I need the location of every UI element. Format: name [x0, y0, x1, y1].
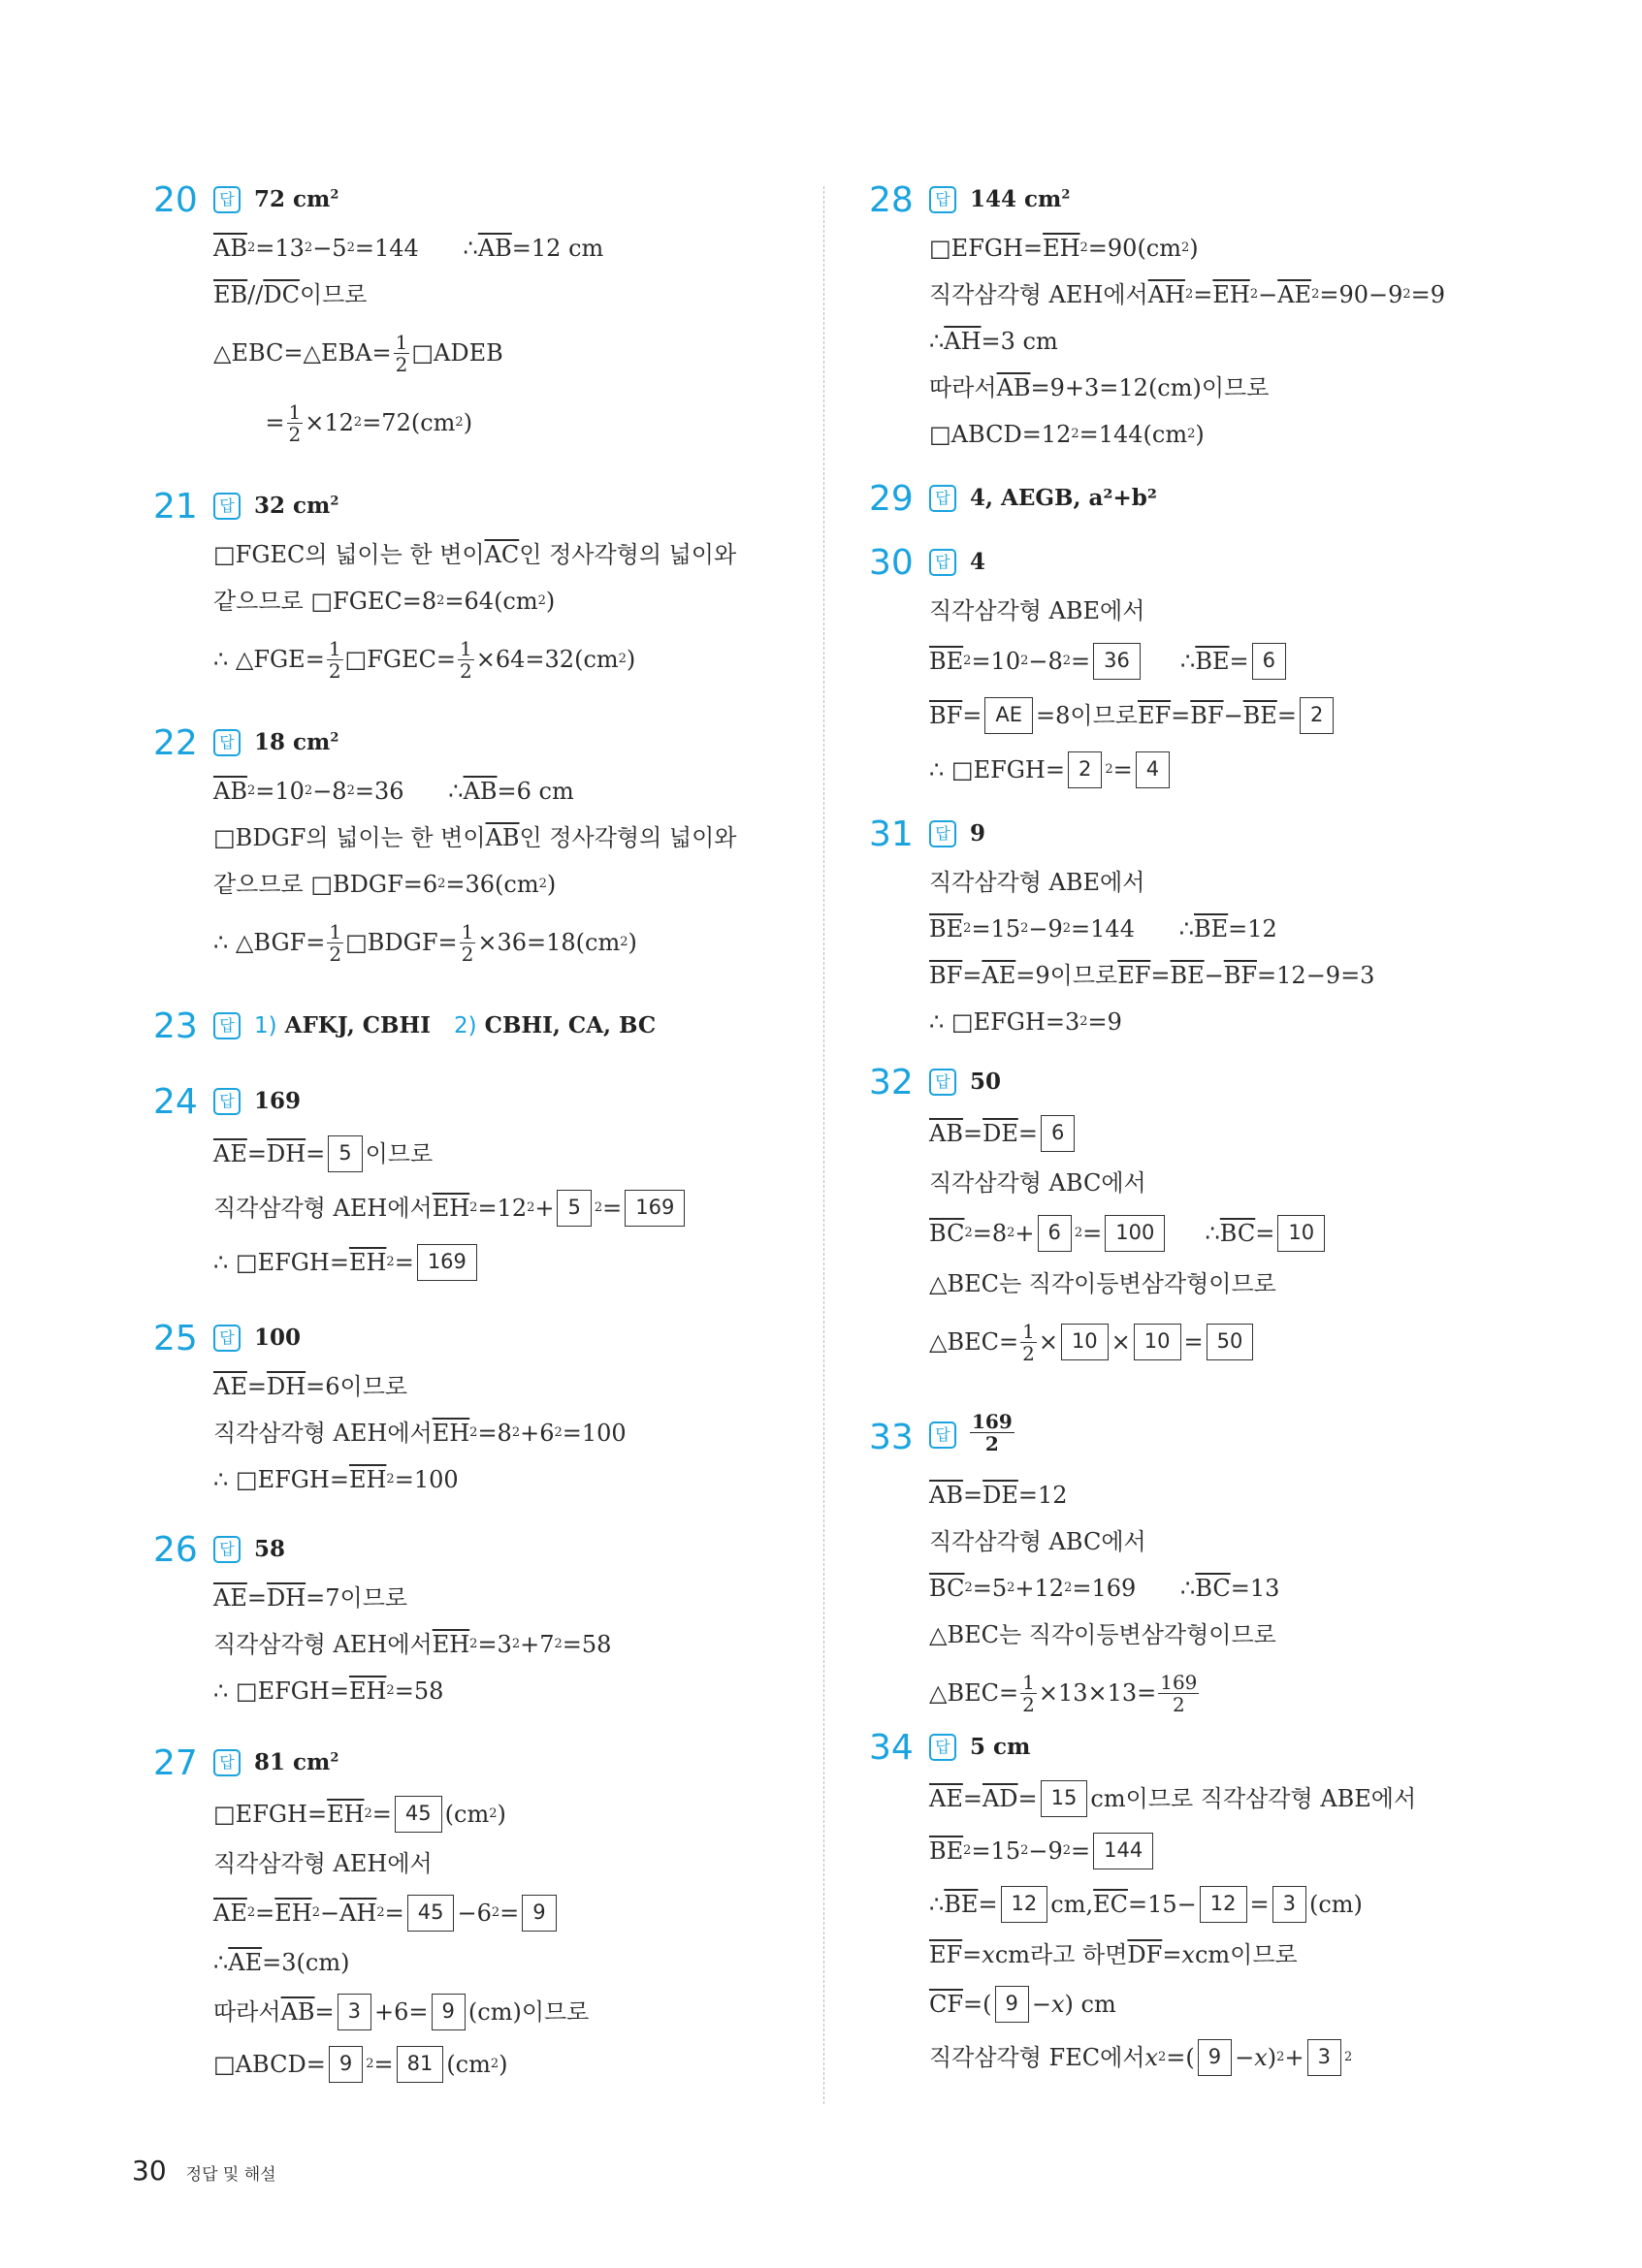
solution-line: $\overline{AB}$ 2 =10 2 −8 2 =36 ∴ $\overline{AB}$ =6 cm — [213, 778, 574, 805]
answer-box: 10 — [1277, 1215, 1325, 1252]
solution-line: ∴ $\overline{BE}$ = 12 cm, $\overline{EC}$ =15− 12 = 3 (cm) — [929, 1877, 1499, 1932]
answer-badge-icon: 답 — [213, 1749, 241, 1776]
answer: 81 $cm^2$ — [254, 1749, 339, 1775]
problem-21 — [153, 487, 784, 729]
solution-line: □ABCD= 9 2 = 81 (cm 2 ) — [213, 2038, 784, 2091]
answer-box: 6 — [1041, 1115, 1075, 1152]
answer: 100 — [254, 1325, 302, 1351]
solution-line: $\overline{AE}$ 2 = $\overline{EH}$ 2 − $\overline{AH}$ 2 = 45 −6 2 = 9 — [213, 1887, 784, 1939]
page-footer — [132, 2155, 276, 2187]
answer-box: 36 — [1093, 643, 1141, 680]
answer-box: 5 — [557, 1190, 591, 1227]
problem-number: 25 — [153, 1319, 198, 1358]
answer-box: 45 — [407, 1895, 455, 1932]
solution-line: $\overline{EB}$ // $\overline{DC}$ 이므로 — [213, 281, 368, 308]
answer-box: 4 — [1136, 751, 1170, 788]
solution-line: ∴ □EFGH= $\overline{EH}$ 2 = 169 — [213, 1235, 784, 1290]
answer: $\frac{169}{2}$ — [972, 1410, 1013, 1455]
solution-line: 직각삼각형 AEH에서 $\overline{EH}$ 2 =3 2 +7 2 =58 — [213, 1631, 612, 1658]
answer-box: 45 — [395, 1796, 442, 1833]
answer-box: 5 — [328, 1135, 362, 1172]
answer-box: 169 — [625, 1190, 685, 1227]
solution-line: $\overline{BF}$ = $\overline{AE}$ =9이므로 $\overline{EF}$ = $\overline{BE}$ − $\overline{BF}$ =12−9=3 — [929, 962, 1375, 989]
answer-badge-icon: 답 — [929, 820, 956, 847]
answer-badge-icon: 답 — [213, 1088, 241, 1115]
problem-30 — [869, 543, 1499, 820]
problem-number: 31 — [869, 815, 914, 854]
solution-line: $\overline{CF}$ =( 9 − x ) cm — [929, 1978, 1499, 2030]
answer-box: 12 — [1200, 1886, 1247, 1923]
problem-number: 33 — [869, 1418, 914, 1457]
problem-31 — [869, 815, 1499, 1069]
answer: 50 — [970, 1069, 1002, 1095]
answer-box: 9 — [329, 2046, 363, 2083]
solution-line: 직각삼각형 AEH에서 $\overline{EH}$ 2 =8 2 +6 2 =100 — [213, 1420, 627, 1447]
problem-23 — [153, 1006, 784, 1088]
problem-number: 28 — [869, 180, 914, 220]
problem-28 — [869, 180, 1499, 485]
answer-badge-icon: 답 — [213, 1325, 241, 1352]
solution-line: $\overline{BE}$ 2 =15 2 −9 2 =144 ∴ $\overline{BE}$ =12 — [929, 915, 1277, 942]
problem-22 — [153, 723, 784, 1012]
solution-line: □EFGH= $\overline{EH}$ 2 = 45 (cm 2 ) — [213, 1788, 784, 1840]
solution-line: 따라서 $\overline{AB}$ = 3 +6= 9 (cm)이므로 — [213, 1986, 784, 2038]
answer-box: 3 — [338, 1994, 371, 2030]
problem-number: 20 — [153, 180, 198, 220]
solution-line: □BDGF의 넓이는 한 변이 $\overline{AB}$ 인 정사각형의 넓이와 — [213, 824, 737, 851]
solution-line: □FGEC의 넓이는 한 변이 $\overline{AC}$ 인 정사각형의 넓이와 — [213, 541, 737, 568]
solution-line: 직각삼각형 FEC에서 x 2 =( 9 − x ) 2 + 3 2 — [929, 2030, 1499, 2085]
answer-box: 2 — [1068, 751, 1102, 788]
solution-line: $\overline{BE}$ 2 =15 2 −9 2 = 144 — [929, 1825, 1499, 1877]
problem-number: 34 — [869, 1728, 914, 1768]
problem-33 — [869, 1410, 1499, 1734]
solution-line: $\overline{AE}$ = $\overline{DH}$ =7이므로 — [213, 1584, 408, 1612]
answer: 72 $cm^2$ — [254, 186, 339, 212]
answer-box: AE — [984, 697, 1033, 734]
answer-badge-icon: 답 — [213, 1012, 241, 1039]
footer-label: 정답 및 해설 — [185, 2165, 276, 2185]
answer-badge-icon: 답 — [929, 485, 956, 512]
solution-line: ∴ $\overline{AH}$ =3 cm — [929, 328, 1058, 355]
problem-number: 24 — [153, 1082, 198, 1122]
solution-line: 직각삼각형 ABE에서 — [929, 869, 1145, 896]
problem-20 — [153, 180, 784, 493]
answer-badge-icon: 답 — [929, 1069, 956, 1096]
solution-line: ∴ △BGF= $\frac{1}{2}$ □BDGF= $\frac{1}{2}$ ×36=18(cm 2 ) — [213, 919, 637, 966]
solution-line: ∴ $\overline{AE}$ =3(cm) — [213, 1949, 350, 1976]
solution-line: △BEC= $\frac{1}{2}$ × 10 × 10 = 50 — [929, 1307, 1499, 1377]
left-column — [153, 180, 784, 2091]
solution-line: $\overline{BE}$ 2 =10 2 −8 2 = 36 ∴ $\overline{BE}$ = 6 — [929, 634, 1499, 688]
answer-box: 81 — [397, 2046, 444, 2083]
solution-line: △EBC=△EBA= $\frac{1}{2}$ □ADEB — [213, 330, 503, 376]
answer-box: 9 — [432, 1994, 466, 2030]
answer-box: 15 — [1041, 1780, 1088, 1817]
answer-badge-icon: 답 — [213, 493, 241, 520]
problem-34 — [869, 1728, 1499, 2085]
answer-box: 3 — [1272, 1886, 1306, 1923]
answer-box: 9 — [995, 1986, 1029, 2023]
answer-badge-icon: 답 — [929, 1421, 956, 1449]
answer-badge-icon: 답 — [929, 1734, 956, 1761]
solution-line: △BEC는 직각이등변삼각형이므로 — [929, 1270, 1276, 1297]
answer-box: 10 — [1134, 1324, 1181, 1360]
answer: 4 — [970, 549, 986, 575]
answer-box: 6 — [1252, 643, 1286, 680]
answer-badge-icon: 답 — [213, 729, 241, 756]
answer-box: 144 — [1093, 1833, 1153, 1869]
problem-26 — [153, 1530, 784, 1749]
problem-25 — [153, 1319, 784, 1536]
answer: 9 — [970, 820, 986, 847]
solution-line: 따라서 $\overline{AB}$ =9+3=12(cm)이므로 — [929, 374, 1270, 401]
answer-box: 9 — [1198, 2039, 1232, 2076]
solution-line: $\overline{AE}$ = $\overline{DH}$ = 5 이므로 — [213, 1127, 784, 1181]
solution-line: ∴ △FGE= $\frac{1}{2}$ □FGEC= $\frac{1}{2}$ ×64=32(cm 2 ) — [213, 636, 636, 683]
solution-line: $\overline{AE}$ = $\overline{DH}$ =6이므로 — [213, 1373, 408, 1400]
solution-line: 같으므로 □FGEC=8 2 =64(cm 2 ) — [213, 588, 556, 615]
answer-box: 50 — [1207, 1324, 1254, 1360]
page-number: 30 — [132, 2155, 167, 2187]
answer-box: 6 — [1038, 1215, 1072, 1252]
answer: 4, AEGB, a²+b² — [970, 485, 1157, 511]
solution-line: $\overline{AB}$ = $\overline{DE}$ =12 — [929, 1482, 1068, 1509]
answer-box: 2 — [1300, 697, 1334, 734]
solution-line: ∴ □EFGH= $\overline{EH}$ 2 =100 — [213, 1466, 459, 1493]
answer: 58 — [254, 1536, 286, 1562]
problem-number: 21 — [153, 487, 198, 527]
answer-box: 169 — [417, 1244, 477, 1281]
solution-line: 같으므로 □BDGF=6 2 =36(cm 2 ) — [213, 871, 557, 898]
answer: 32 $cm^2$ — [254, 493, 339, 519]
solution-line: ∴ □EFGH=3 2 =9 — [929, 1008, 1122, 1036]
solution-line: △BEC= $\frac{1}{2}$ ×13×13= $\frac{169}{2}$ — [929, 1670, 1198, 1716]
solution-line: 직각삼각형 AEH에서 — [213, 1850, 433, 1877]
answer-box: 3 — [1307, 2039, 1341, 2076]
problem-number: 32 — [869, 1063, 914, 1102]
solution-line: $\overline{BC}$ 2 =5 2 +12 2 =169 ∴ $\overline{BC}$ =13 — [929, 1575, 1280, 1602]
problem-number: 23 — [153, 1006, 198, 1046]
solution-line: $\overline{EF}$ = x cm라고 하면 $\overline{DF}$ = x cm이므로 — [929, 1941, 1298, 1968]
problem-number: 22 — [153, 723, 198, 763]
answer-box: 10 — [1061, 1324, 1109, 1360]
column-divider — [823, 186, 824, 2104]
solution-line: = $\frac{1}{2}$ ×12 2 =72(cm 2 ) — [213, 399, 473, 446]
solution-line: △BEC는 직각이등변삼각형이므로 — [929, 1621, 1276, 1648]
answer-badge-icon: 답 — [213, 1536, 241, 1563]
answer-box: 12 — [1001, 1886, 1048, 1923]
solution-line: $\overline{AE}$ = $\overline{AD}$ = 15 cm이므로 직각삼각형 ABE에서 — [929, 1773, 1499, 1825]
solution-line: ∴ □EFGH= 2 2 = 4 — [929, 743, 1499, 797]
problem-number: 30 — [869, 543, 914, 583]
solution-line: □ABCD=12 2 =144(cm 2 ) — [929, 421, 1205, 448]
answer-badge-icon: 답 — [929, 186, 956, 213]
problem-27 — [153, 1743, 784, 2091]
solution-line: 직각삼각형 ABC에서 — [929, 1528, 1146, 1555]
answer: 144 $cm^2$ — [970, 186, 1071, 212]
solution-line: 직각삼각형 ABC에서 — [929, 1169, 1146, 1197]
answer-badge-icon: 답 — [929, 549, 956, 576]
solution-line: $\overline{AB}$ = $\overline{DE}$ = 6 — [929, 1107, 1499, 1160]
solution-line: □EFGH= $\overline{EH}$ 2 =90(cm 2 ) — [929, 235, 1199, 262]
solution-line: 직각삼각형 AEH에서 $\overline{AH}$ 2 = $\overline{EH}$ 2 − $\overline{AE}$ 2 =90−9 2 =9 — [929, 281, 1446, 308]
answer: 18 $cm^2$ — [254, 729, 339, 755]
solution-line: 직각삼각형 AEH에서 $\overline{EH}$ 2 =12 2 + 5 2 = 169 — [213, 1181, 784, 1235]
solution-line: $\overline{AB}$ 2 =13 2 −5 2 =144 ∴ $\overline{AB}$ =12 cm — [213, 235, 604, 262]
problem-32 — [869, 1063, 1499, 1414]
answer-badge-icon: 답 — [213, 186, 241, 213]
answer-box: 100 — [1105, 1215, 1165, 1252]
problem-number: 29 — [869, 479, 914, 519]
answer-box: 9 — [522, 1895, 556, 1932]
problem-number: 26 — [153, 1530, 198, 1570]
solution-line: 직각삼각형 ABE에서 — [929, 597, 1145, 624]
right-column — [869, 180, 1499, 2085]
solution-line: $\overline{BF}$ = AE =8이므로 $\overline{EF}$ = $\overline{BF}$ − $\overline{BE}$ = 2 — [929, 688, 1499, 743]
solution-line: ∴ □EFGH= $\overline{EH}$ 2 =58 — [213, 1677, 444, 1705]
solution-line: $\overline{BC}$ 2 =8 2 + 6 2 = 100 ∴ $\overline{BC}$ = 10 — [929, 1206, 1499, 1261]
problem-24 — [153, 1082, 784, 1325]
answer: 169 — [254, 1088, 302, 1114]
answer: 5 cm — [970, 1734, 1031, 1760]
answer: 1) AFKJ, CBHI 2) CBHI, CA, BC — [254, 1012, 657, 1038]
problem-29 — [869, 479, 1499, 549]
problem-number: 27 — [153, 1743, 198, 1783]
